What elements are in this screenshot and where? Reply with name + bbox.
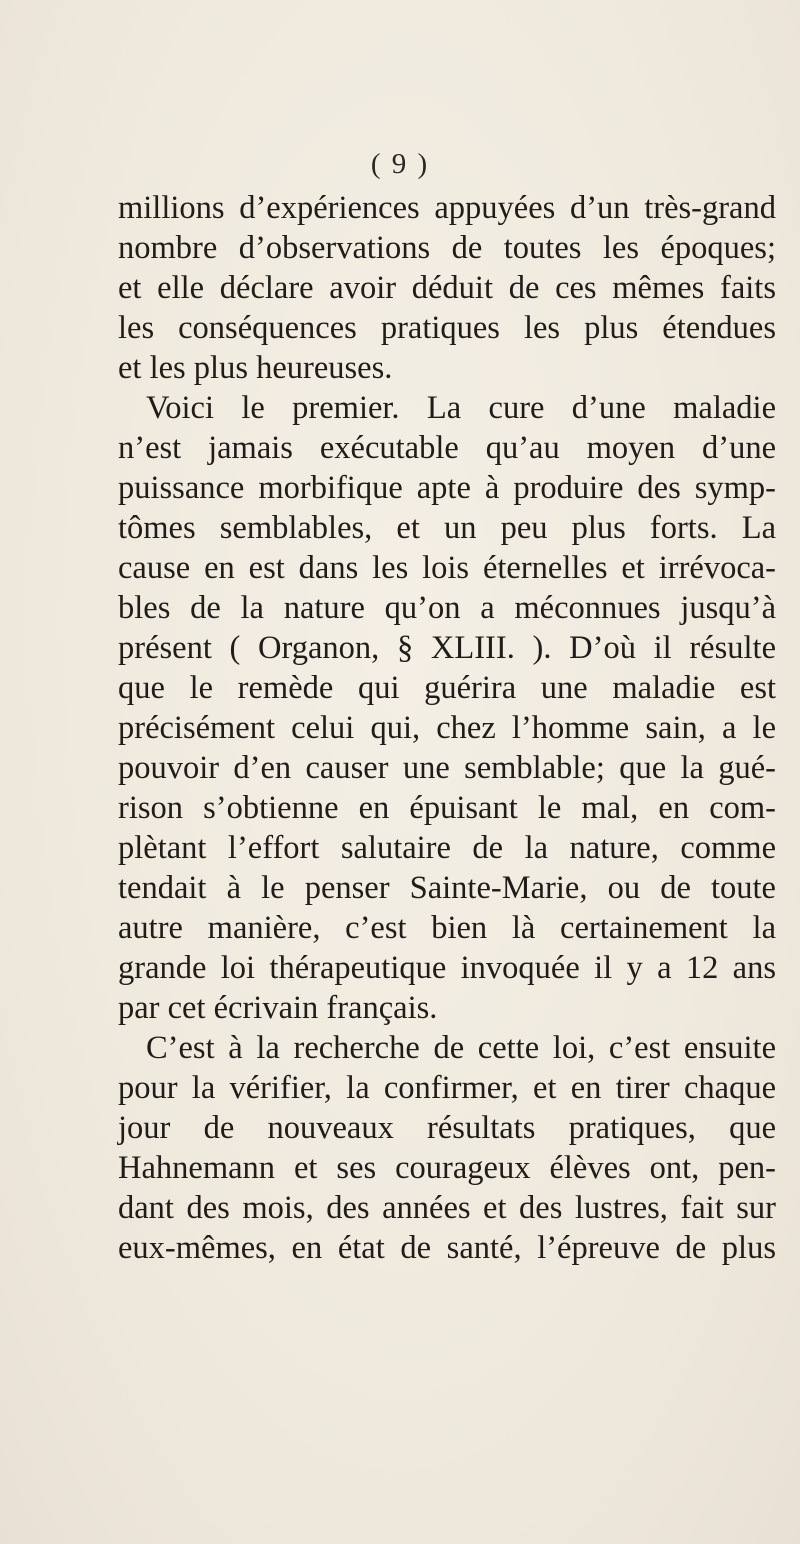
text-line: jour de nouveaux résultats pratiques, que [118,1110,776,1146]
text-line: les conséquences pratiques les plus étendues [118,310,776,346]
text-line: Voici le premier. La cure d’une maladie [146,390,776,426]
text-line: n’est jamais exécutable qu’au moyen d’une [118,430,776,466]
text-line: cause en est dans les lois éternelles et irrévoca- [118,550,776,586]
text-line: plètant l’effort salutaire de la nature, comme [118,830,776,866]
text-line: et elle déclare avoir déduit de ces mêmes faits [118,270,776,306]
page-number: ( 9 ) [370,148,430,180]
text-line: nombre d’observations de toutes les époques; [118,230,776,266]
text-line: C’est à la recherche de cette loi, c’est ensuite [146,1030,776,1066]
text-line: bles de la nature qu’on a méconnues jusqu’à [118,590,776,626]
text-line: tendait à le penser Sainte-Marie, ou de toute [118,870,776,906]
text-line: millions d’expériences appuyées d’un très-grand [118,190,776,226]
text-line: par cet écrivain français. [118,990,438,1026]
text-line: grande loi thérapeutique invoquée il y a 12 ans [118,950,776,986]
text-line: et les plus heureuses. [118,350,393,386]
text-line: Hahnemann et ses courageux élèves ont, pen- [118,1150,776,1186]
text-line: autre manière, c’est bien là certainement la [118,910,776,946]
text-line: présent ( Organon, § XLIII. ). D’où il résulte [118,630,776,666]
text-line: rison s’obtienne en épuisant le mal, en com- [118,790,776,826]
body-text [118,188,776,1268]
text-line: tômes semblables, et un peu plus forts. La [118,510,776,546]
text-line: dant des mois, des années et des lustres, fait sur [118,1190,776,1226]
text-line: que le remède qui guérira une maladie est [118,670,776,706]
text-line: pour la vérifier, la confirmer, et en tirer chaque [118,1070,776,1106]
text-line: précisément celui qui, chez l’homme sain, a le [118,710,776,746]
text-line: puissance morbifique apte à produire des symp- [118,470,776,506]
text-line: pouvoir d’en causer une semblable; que la gué- [118,750,776,786]
text-line: eux-mêmes, en état de santé, l’épreuve de plus [118,1230,776,1266]
